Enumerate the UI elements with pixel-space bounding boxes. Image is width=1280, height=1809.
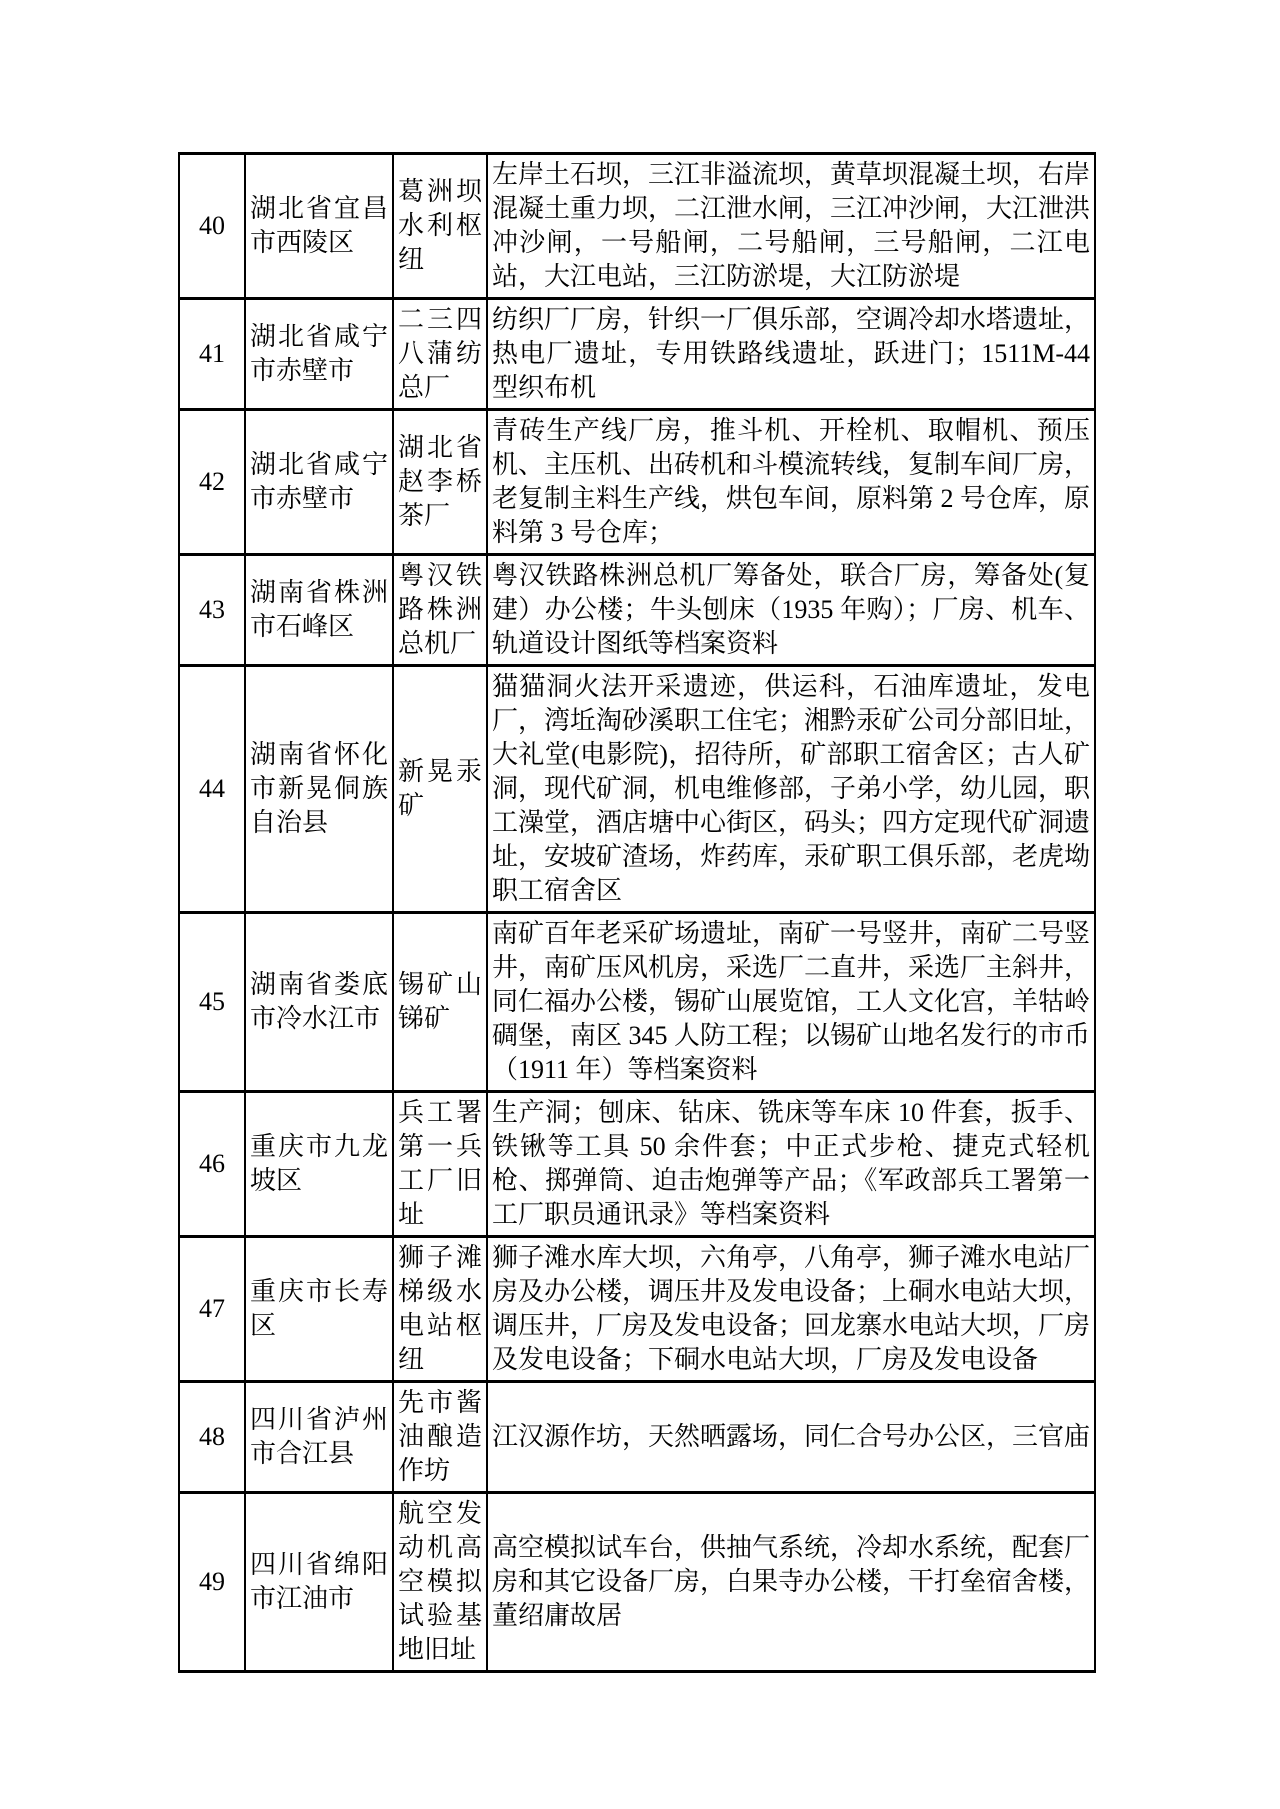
region-cell: 湖南省株洲市石峰区 <box>245 555 393 666</box>
region-cell: 重庆市长寿区 <box>245 1237 393 1382</box>
row-number-cell: 41 <box>179 299 245 410</box>
site-name-cell: 兵工署第一兵工厂旧址 <box>393 1092 487 1237</box>
row-number-cell: 45 <box>179 913 245 1092</box>
table-row <box>179 1493 1095 1672</box>
region-cell: 湖北省宜昌市西陵区 <box>245 154 393 299</box>
heritage-items-cell: 江汉源作坊，天然晒露场，同仁合号办公区，三官庙 <box>487 1382 1095 1493</box>
row-number-cell: 49 <box>179 1493 245 1672</box>
row-number-cell: 40 <box>179 154 245 299</box>
heritage-items-cell: 狮子滩水库大坝，六角亭，八角亭，狮子滩水电站厂房及办公楼，调压井及发电设备；上硐水电站大坝，调压井，厂房及发电设备；回龙寨水电站大坝，厂房及发电设备；下硐水电站大坝，厂房及发电设备 <box>487 1237 1095 1382</box>
table-row <box>179 154 1095 299</box>
table-row <box>179 1382 1095 1493</box>
region-cell: 湖南省娄底市冷水江市 <box>245 913 393 1092</box>
site-name-cell: 葛洲坝水利枢纽 <box>393 154 487 299</box>
heritage-items-cell: 高空模拟试车台，供抽气系统，冷却水系统，配套厂房和其它设备厂房，白果寺办公楼，干打垒宿舍楼，董绍庸故居 <box>487 1493 1095 1672</box>
heritage-items-cell: 左岸土石坝，三江非溢流坝，黄草坝混凝土坝，右岸混凝土重力坝，二江泄水闸，三江冲沙闸，大江泄洪冲沙闸，一号船闸，二号船闸，三号船闸，二江电站，大江电站，三江防淤堤，大江防淤堤 <box>487 154 1095 299</box>
industrial-heritage-table <box>178 152 1096 1673</box>
row-number-cell: 44 <box>179 666 245 913</box>
site-name-cell: 湖北省赵李桥茶厂 <box>393 410 487 555</box>
row-number-cell: 46 <box>179 1092 245 1237</box>
table-row <box>179 299 1095 410</box>
site-name-cell: 先市酱油酿造作坊 <box>393 1382 487 1493</box>
heritage-items-cell: 南矿百年老采矿场遗址，南矿一号竖井，南矿二号竖井，南矿压风机房，采选厂二直井，采选厂主斜井，同仁福办公楼，锡矿山展览馆，工人文化宫，羊牯岭碉堡，南区 345 人防工程；以锡矿山地名发行的市币（1911 年）等档案资料 <box>487 913 1095 1092</box>
table-body <box>179 154 1095 1672</box>
row-number-cell: 43 <box>179 555 245 666</box>
table-row <box>179 1237 1095 1382</box>
heritage-items-cell: 纺织厂厂房，针织一厂俱乐部，空调冷却水塔遗址，热电厂遗址，专用铁路线遗址，跃进门；1511M-44 型织布机 <box>487 299 1095 410</box>
region-cell: 湖南省怀化市新晃侗族自治县 <box>245 666 393 913</box>
site-name-cell: 粤汉铁路株洲总机厂 <box>393 555 487 666</box>
region-cell: 湖北省咸宁市赤壁市 <box>245 410 393 555</box>
row-number-cell: 47 <box>179 1237 245 1382</box>
site-name-cell: 新晃汞矿 <box>393 666 487 913</box>
site-name-cell: 二三四八蒲纺总厂 <box>393 299 487 410</box>
table-row <box>179 666 1095 913</box>
region-cell: 四川省泸州市合江县 <box>245 1382 393 1493</box>
heritage-items-cell: 青砖生产线厂房，推斗机、开栓机、取帽机、预压机、主压机、出砖机和斗模流转线，复制车间厂房，老复制主料生产线，烘包车间，原料第 2 号仓库，原料第 3 号仓库； <box>487 410 1095 555</box>
heritage-items-cell: 猫猫洞火法开采遗迹，供运科，石油库遗址，发电厂，湾坵淘砂溪职工住宅；湘黔汞矿公司分部旧址，大礼堂(电影院)，招待所，矿部职工宿舍区；古人矿洞，现代矿洞，机电维修部，子弟小学，幼儿园，职工澡堂，酒店塘中心街区，码头；四方定现代矿洞遗址，安坡矿渣场，炸药库，汞矿职工俱乐部，老虎坳职工宿舍区 <box>487 666 1095 913</box>
table-row <box>179 555 1095 666</box>
table-row <box>179 410 1095 555</box>
region-cell: 重庆市九龙坡区 <box>245 1092 393 1237</box>
region-cell: 四川省绵阳市江油市 <box>245 1493 393 1672</box>
heritage-items-cell: 生产洞；刨床、钻床、铣床等车床 10 件套，扳手、铁锹等工具 50 余件套；中正式步枪、捷克式轻机枪、掷弹筒、迫击炮弹等产品；《军政部兵工署第一工厂职员通讯录》等档案资料 <box>487 1092 1095 1237</box>
table-row <box>179 913 1095 1092</box>
row-number-cell: 48 <box>179 1382 245 1493</box>
site-name-cell: 锡矿山锑矿 <box>393 913 487 1092</box>
row-number-cell: 42 <box>179 410 245 555</box>
site-name-cell: 航空发动机高空模拟试验基地旧址 <box>393 1493 487 1672</box>
site-name-cell: 狮子滩梯级水电站枢纽 <box>393 1237 487 1382</box>
heritage-items-cell: 粤汉铁路株洲总机厂筹备处，联合厂房，筹备处(复建）办公楼；牛头刨床（1935 年购）；厂房、机车、轨道设计图纸等档案资料 <box>487 555 1095 666</box>
table-row <box>179 1092 1095 1237</box>
region-cell: 湖北省咸宁市赤壁市 <box>245 299 393 410</box>
